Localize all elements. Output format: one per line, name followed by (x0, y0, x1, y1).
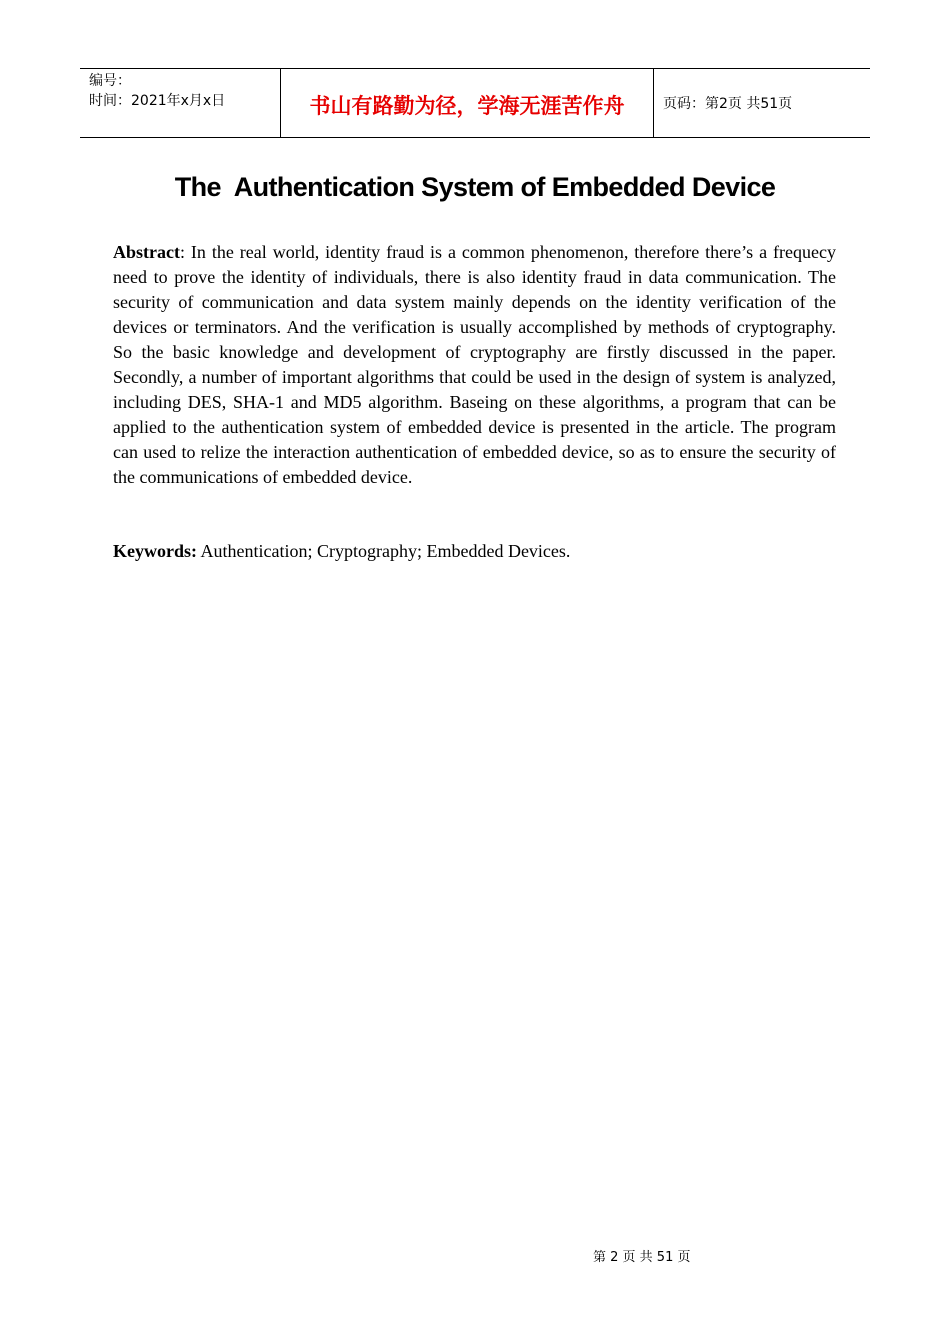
abstract-label: Abstract (113, 242, 180, 262)
header-motto: 书山有路勤为径，学海无涯苦作舟 (281, 69, 654, 137)
keywords-paragraph (113, 539, 836, 564)
header-page-info: 页码：第2页 共51页 (663, 96, 793, 112)
page-header (80, 68, 870, 138)
serial-label: 编号： (89, 73, 131, 89)
keywords-label: Keywords: (113, 541, 197, 561)
abstract-text: : In the real world, identity fraud is a common phenomenon, therefore there’s a frequecy need to prove the identity of individuals, there is also identity fraud in data communication. The security of communication and data system mainly depends on the identity verification of the devices or terminators. And the verification is usually accomplished by methods of cryptography. So the basic knowledge and development of cryptography are firstly discussed in the paper. Secondly, a number of important algorithms that could be used in the design of system is analyzed, including DES, SHA-1 and MD5 algorithm. Baseing on these algorithms, a program that can be applied to the authentication system of embedded device is presented in the article. The program can used to relize the interaction authentication of embedded device, so as to ensure the security of the communications of embedded device. (113, 242, 836, 487)
time-label: 时间：2021年x月x日 (89, 93, 226, 109)
document-title: The Authentication System of Embedded Device (174, 172, 776, 202)
header-meta (80, 69, 281, 137)
keywords-text: Authentication; Cryptography; Embedded Devices. (197, 541, 571, 561)
page-footer: 第 2 页 共 51 页 (593, 1250, 691, 1265)
abstract-paragraph (113, 240, 836, 490)
